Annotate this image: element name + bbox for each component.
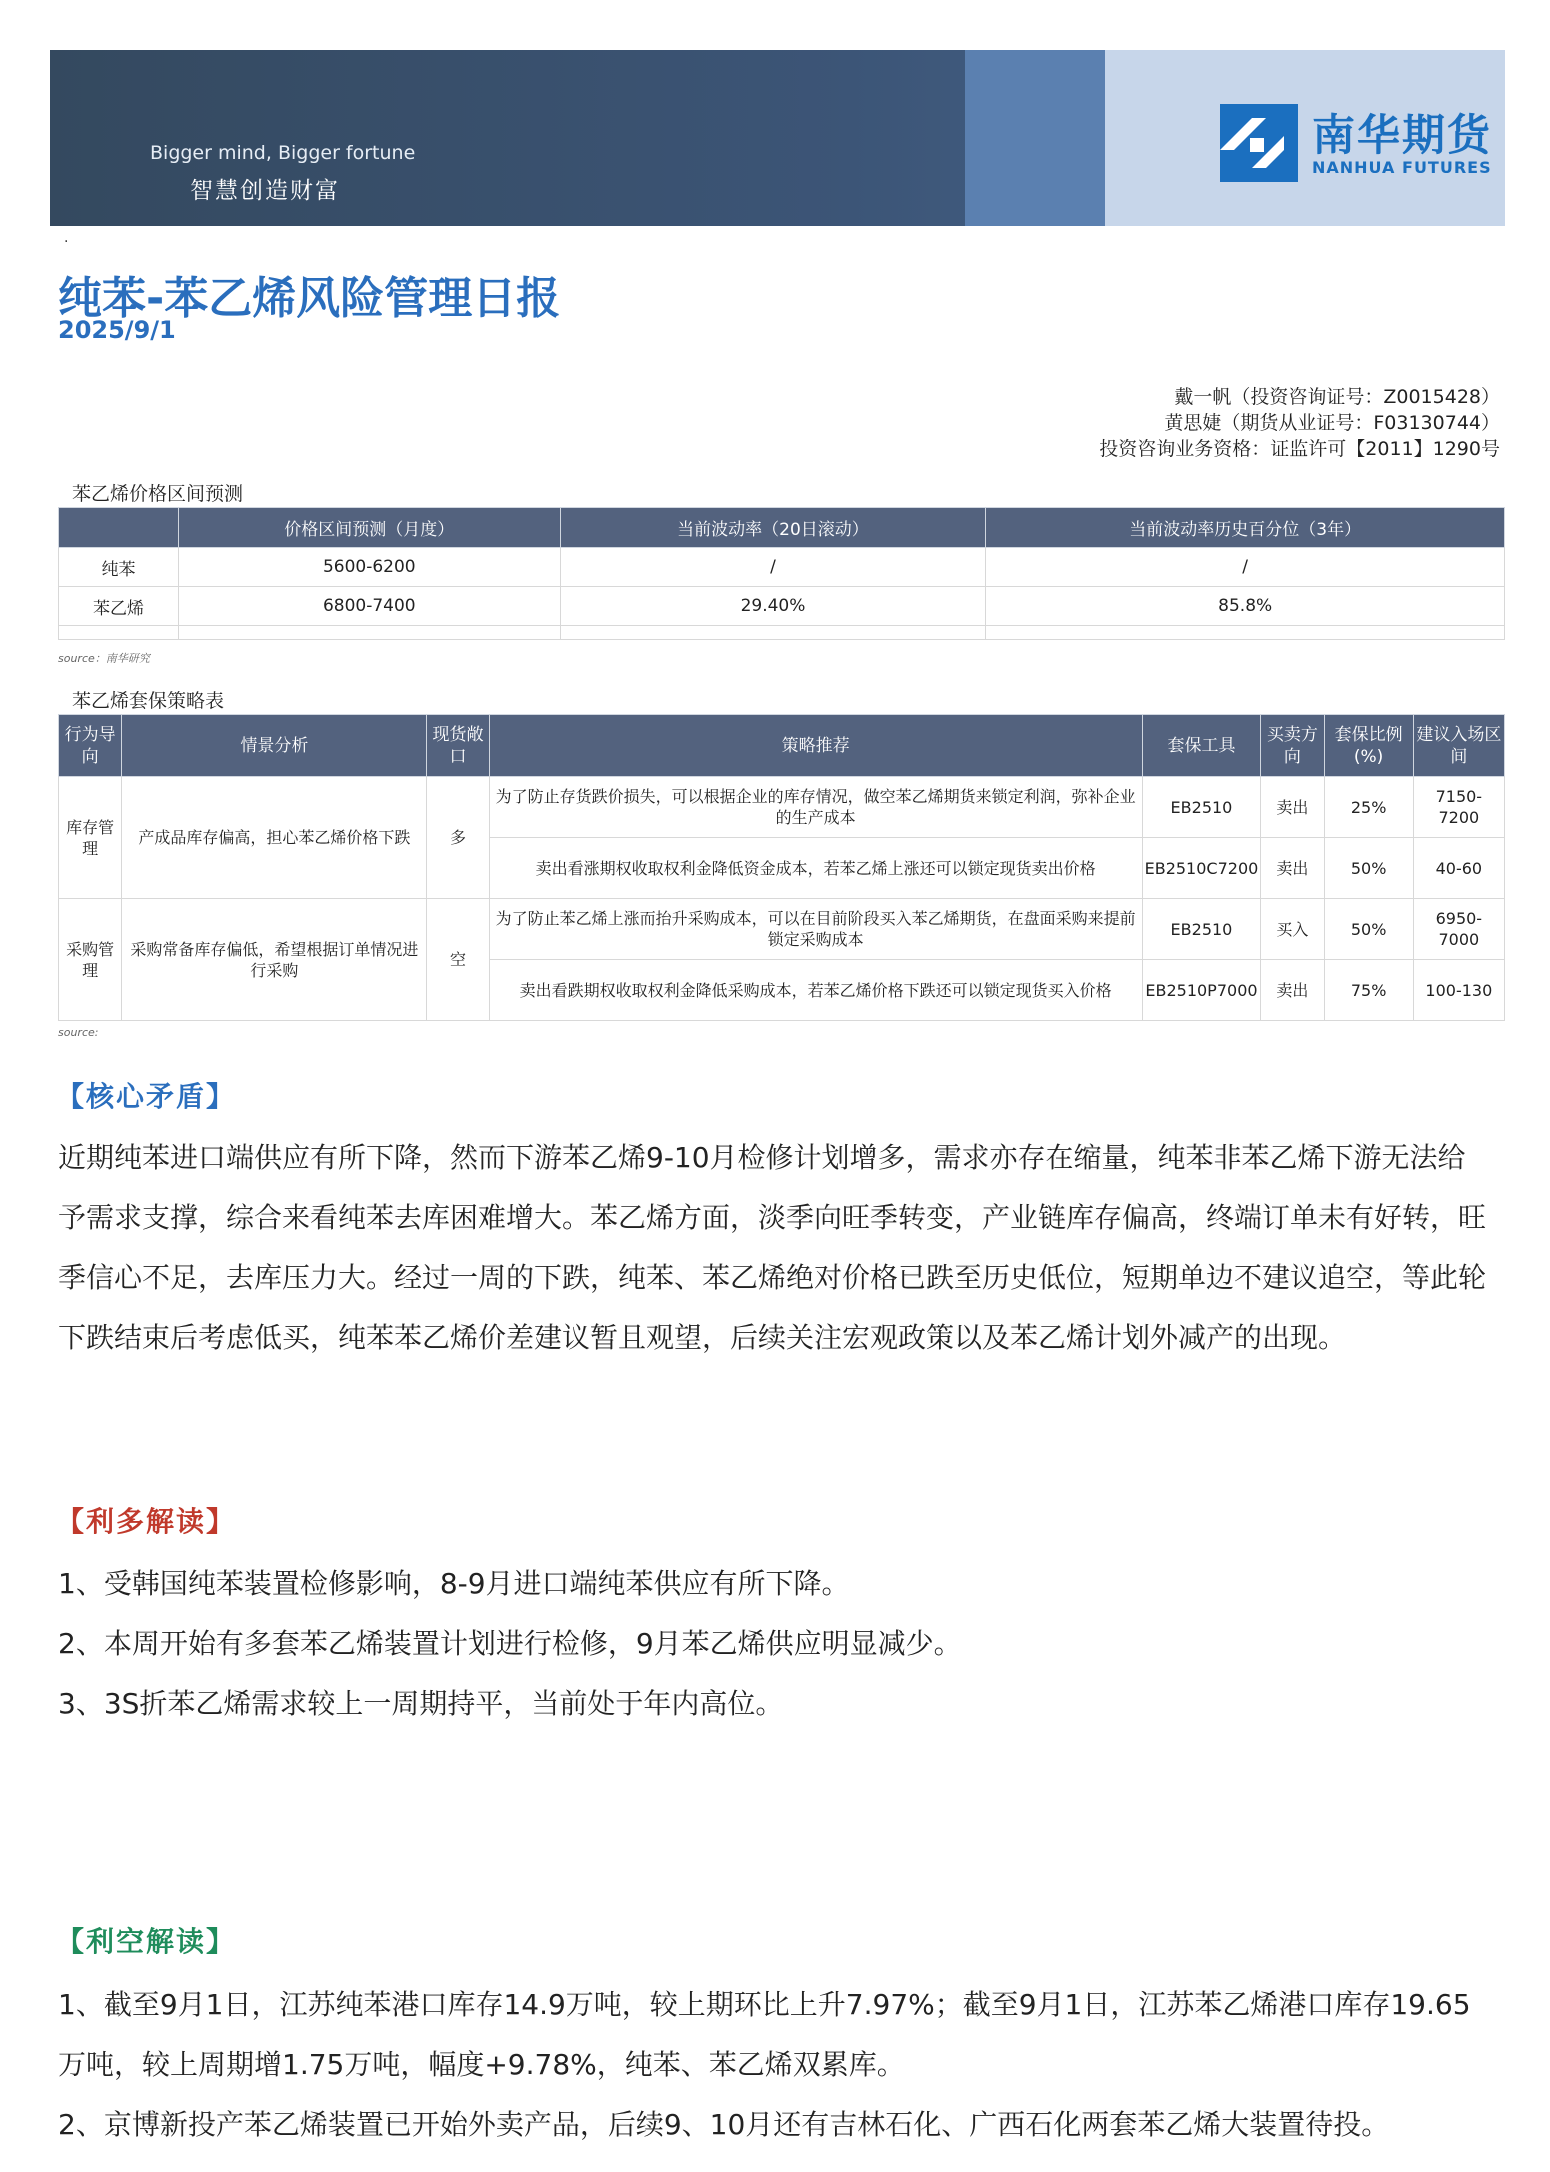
direction-cell: 卖出 (1261, 960, 1324, 1021)
hedge-strategy-table (58, 714, 1505, 1021)
header-cell: 套保工具 (1142, 715, 1261, 777)
list-item: 1、受韩国纯苯装置检修影响，8-9月进口端纯苯供应有所下降。 (58, 1567, 850, 1600)
hedge-table-caption: 苯乙烯套保策略表 (72, 690, 225, 712)
table-cell: 纯苯 (59, 548, 179, 587)
list-item: 2、京博新投产苯乙烯装置已开始外卖产品，后续9、10月还有吉林石化、广西石化两套苯乙烯大装置待投。 (58, 2108, 1390, 2141)
strategy-cell: 卖出看跌期权收取权利金降低采购成本，若苯乙烯价格下跌还可以锁定现货买入价格 (489, 960, 1142, 1021)
scenario-cell: 产成品库存偏高，担心苯乙烯价格下跌 (122, 777, 427, 899)
ratio-cell: 25% (1324, 777, 1413, 838)
table-header-row (59, 715, 1505, 777)
core-paragraph: 近期纯苯进口端供应有所下降，然而下游苯乙烯9-10月检修计划增多，需求亦存在缩量，纯苯非苯乙烯下游无法给予需求支撑，综合来看纯苯去库困难增大。苯乙烯方面，淡季向旺季转变，产业链库存偏高，终端订单未有好转，旺季信心不足，去库压力大。经过一周的下跌，纯苯、苯乙烯绝对价格已跌至历史低位，短期单边不建议追空，等此轮下跌结束后考虑低买，纯苯苯乙烯价差建议暂且观望，后续关注宏观政策以及苯乙烯计划外减产的出现。 (58, 1141, 1487, 1354)
header-cell: 当前波动率（20日滚动） (560, 508, 986, 548)
author-block (1099, 384, 1500, 462)
table-cell: 85.8% (986, 587, 1505, 626)
hedge-table-source: source: (58, 1026, 99, 1039)
banner-accent-block (965, 50, 1105, 226)
direction-cell: 买入 (1261, 899, 1324, 960)
price-table-caption: 苯乙烯价格区间预测 (72, 483, 244, 505)
logo-english-name: NANHUA FUTURES (1312, 158, 1492, 177)
bullish-heading: 【利多解读】 (56, 1505, 237, 1538)
ratio-cell: 50% (1324, 838, 1413, 899)
author-line-2: 黄思婕（期货从业证号：F03130744） (1164, 412, 1500, 434)
slogan-chinese: 智慧创造财富 (190, 178, 340, 204)
tool-cell: EB2510P7000 (1142, 960, 1261, 1021)
list-item: 3、3S折苯乙烯需求较上一周期持平，当前处于年内高位。 (58, 1687, 784, 1720)
entry-range-cell: 100-130 (1413, 960, 1504, 1021)
strategy-cell: 为了防止苯乙烯上涨而抬升采购成本，可以在目前阶段买入苯乙烯期货，在盘面采购来提前锁定采购成本 (489, 899, 1142, 960)
bullish-list (58, 1554, 1488, 1734)
table-cell: 5600-6200 (178, 548, 560, 587)
table-header-row (59, 508, 1505, 548)
header-cell: 现货敞口 (427, 715, 489, 777)
header-cell (59, 508, 179, 548)
table-spacer-row (59, 626, 1505, 640)
core-heading: 【核心矛盾】 (56, 1080, 237, 1113)
table-row (59, 587, 1505, 626)
report-title: 纯苯-苯乙烯风险管理日报 (58, 273, 561, 324)
table-cell: 6800-7400 (178, 587, 560, 626)
header-cell: 当前波动率历史百分位（3年） (986, 508, 1505, 548)
author-line-3: 投资咨询业务资格：证监许可【2011】1290号 (1099, 438, 1500, 460)
header-cell: 买卖方向 (1261, 715, 1324, 777)
price-table-source: source：南华研究 (58, 652, 150, 665)
table-cell: / (986, 548, 1505, 587)
list-item: 2、本周开始有多套苯乙烯装置计划进行检修，9月苯乙烯供应明显减少。 (58, 1627, 962, 1660)
header-cell: 价格区间预测（月度） (178, 508, 560, 548)
slogan-english: Bigger mind, Bigger fortune (150, 142, 416, 164)
author-line-1: 戴一帆（投资咨询证号：Z0015428） (1174, 386, 1500, 408)
entry-range-cell: 40-60 (1413, 838, 1504, 899)
header-cell: 套保比例(%) (1324, 715, 1413, 777)
company-logo (1220, 102, 1500, 184)
stray-dot: . (64, 230, 69, 246)
direction-cell: 卖出 (1261, 777, 1324, 838)
table-row (59, 548, 1505, 587)
table-cell: 29.40% (560, 587, 986, 626)
ratio-cell: 75% (1324, 960, 1413, 1021)
entry-range-cell: 6950-7000 (1413, 899, 1504, 960)
scenario-cell: 采购常备库存偏低，希望根据订单情况进行采购 (122, 899, 427, 1021)
bearish-list (58, 1975, 1488, 2155)
header-cell: 行为导向 (59, 715, 122, 777)
exposure-cell: 空 (427, 899, 489, 1021)
header-cell: 策略推荐 (489, 715, 1142, 777)
tool-cell: EB2510C7200 (1142, 838, 1261, 899)
table-cell: / (560, 548, 986, 587)
logo-chinese-name: 南华期货 (1312, 111, 1492, 161)
header-cell: 情景分析 (122, 715, 427, 777)
tool-cell: EB2510 (1142, 777, 1261, 838)
strategy-cell: 为了防止存货跌价损失，可以根据企业的库存情况，做空苯乙烯期货来锁定利润，弥补企业的生产成本 (489, 777, 1142, 838)
exposure-cell: 多 (427, 777, 489, 899)
table-cell: 苯乙烯 (59, 587, 179, 626)
behavior-cell: 库存管理 (59, 777, 122, 899)
tool-cell: EB2510 (1142, 899, 1261, 960)
behavior-cell: 采购管理 (59, 899, 122, 1021)
logo-mark-icon (1220, 104, 1298, 182)
list-item: 1、截至9月1日，江苏纯苯港口库存14.9万吨，较上期环比上升7.97%；截至9月1日，江苏苯乙烯港口库存19.65万吨，较上周期增1.75万吨，幅度+9.78%，纯苯、苯乙烯双累库。 (58, 1988, 1471, 2081)
table-row (59, 899, 1505, 960)
bearish-heading: 【利空解读】 (56, 1925, 237, 1958)
header-cell: 建议入场区间 (1413, 715, 1504, 777)
direction-cell: 卖出 (1261, 838, 1324, 899)
strategy-cell: 卖出看涨期权收取权利金降低资金成本，若苯乙烯上涨还可以锁定现货卖出价格 (489, 838, 1142, 899)
price-range-table (58, 507, 1505, 640)
header-banner (50, 50, 1505, 226)
ratio-cell: 50% (1324, 899, 1413, 960)
entry-range-cell: 7150-7200 (1413, 777, 1504, 838)
table-row (59, 777, 1505, 838)
report-date: 2025/9/1 (58, 316, 176, 344)
